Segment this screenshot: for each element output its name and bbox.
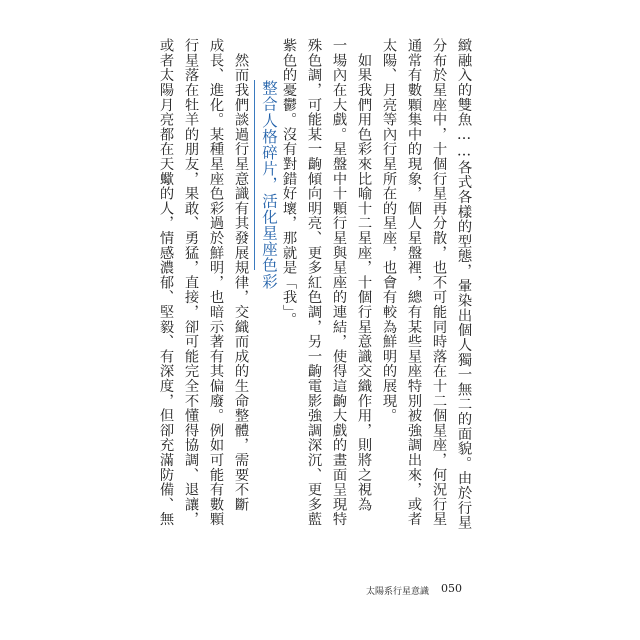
text-column-12: 或者太陽月亮都在天蠍的人，情感濃郁、堅毅、有深度，但卻充滿防備、無: [158, 38, 174, 527]
text-column-1: 緻融入的雙魚……各式各樣的型態，暈染出個人獨一無二的面貌。由於行星: [456, 38, 472, 530]
text-column-2: 分布於星座中，十個行星再分散，也不可能同時落在十二個星座，何況行星: [431, 38, 447, 527]
text-column-3: 通常有數顆集中的現象，個人星盤裡，總有某些星座特別被強調出來，或者: [406, 38, 422, 527]
text-column-7: 殊色調，可能某一齣傾向明亮、更多紅色調，另一齣電影強調深沉、更多藍: [306, 38, 322, 527]
text-column-11: 行星落在牡羊的朋友，果敢、勇猛，直接，卻可能完全不懂得協調、退讓，: [183, 38, 199, 527]
text-column-6: 一場內在大戲。星盤中十顆行星與星座的連結，使得這齣大戲的畫面呈現特: [331, 38, 347, 527]
text-column-10: 成長、進化。某種星座色彩過於鮮明，也暗示著有其偏廢。例如可能有數顆: [208, 38, 224, 527]
text-column-4: 太陽、月亮等內行星所在的星座，也會有較為鮮明的展現。: [381, 38, 397, 423]
section-heading: [254, 80, 280, 290]
page-number: 050: [441, 582, 462, 595]
text-column-5: 如果我們用色彩來比喻十二星座，十個行星意識交織作用，則將之視為: [356, 38, 372, 512]
text-column-9: 然而我們談過行星意識有其發展規律，交織而成的生命整體，需要不斷: [233, 38, 249, 512]
section-heading-text: 整合人格碎片，活化星座色彩: [260, 80, 278, 290]
footer-book-title: 太陽系行星意識: [366, 587, 430, 597]
text-column-8: 紫色的憂鬱。沒有對錯好壞，那就是「我」。: [281, 38, 297, 327]
